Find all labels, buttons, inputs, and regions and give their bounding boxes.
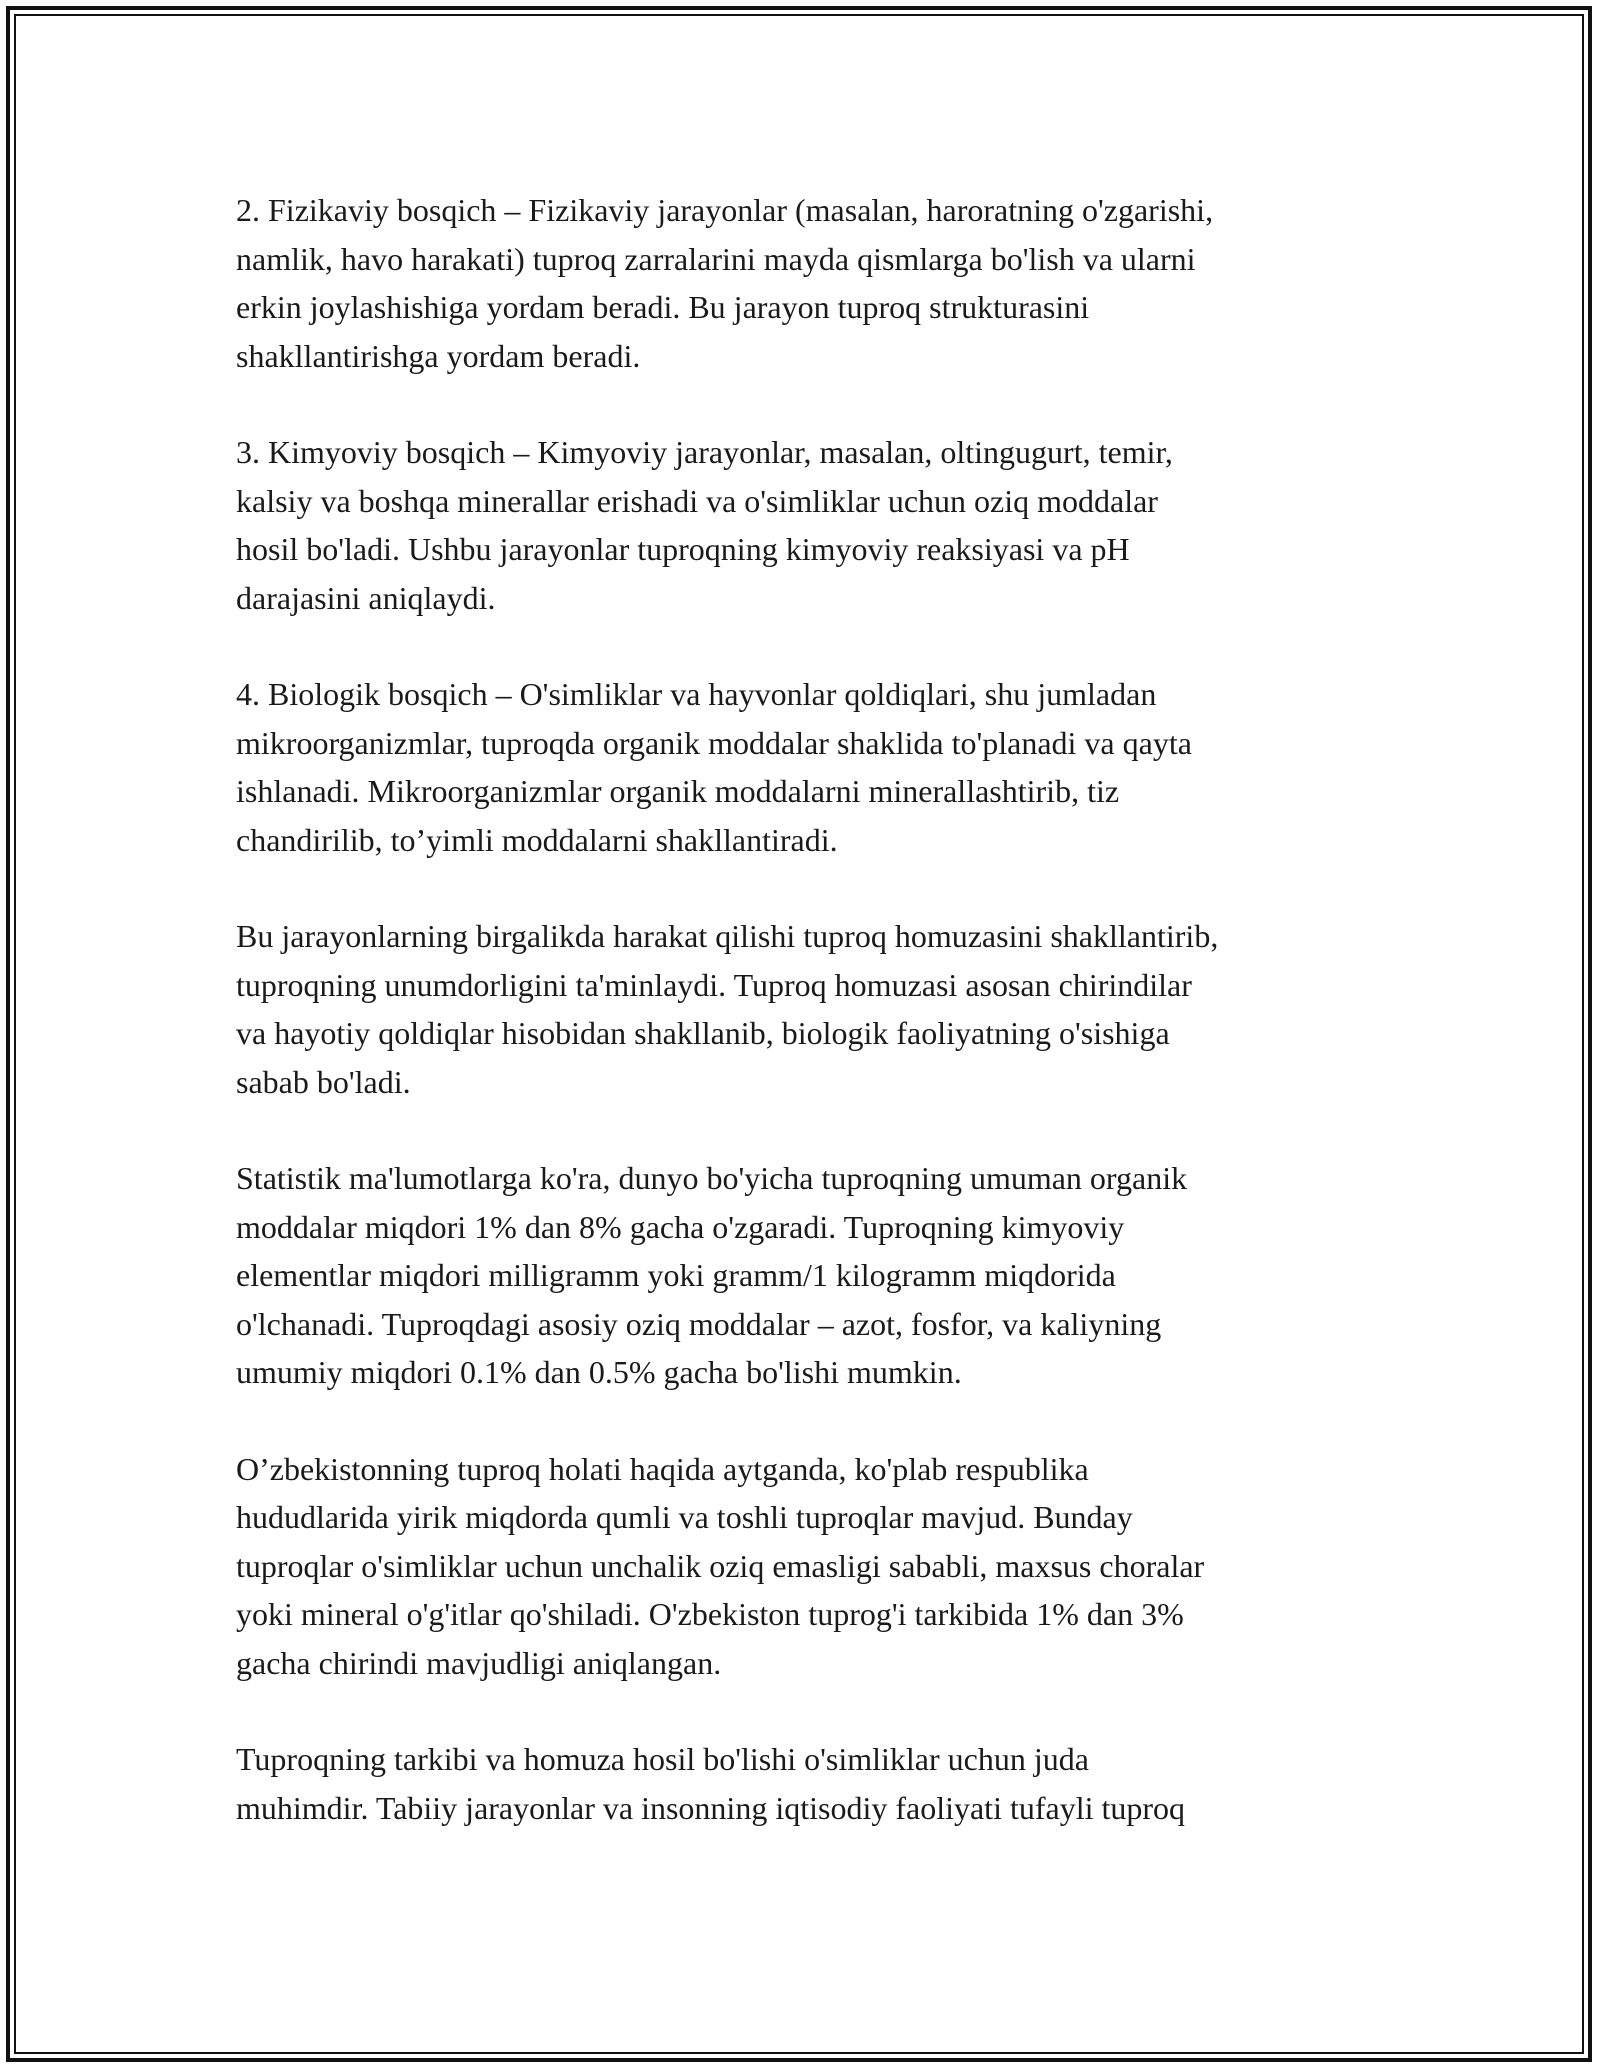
paragraph-physical-stage: 2. Fizikaviy bosqich – Fizikaviy jarayonlar (masalan, haroratning o'zgarishi, namlik, havo harakati) tuproq zarralarini mayda qismlarga bo'lish va ularni erkin joylashishiga yordam beradi. Bu jarayon tuproq strukturasini shakllantirishga yordam beradi. [236, 192, 1214, 374]
paragraph-biological-stage: 4. Biologik bosqich – O'simliklar va hayvonlar qoldiqlari, shu jumladan mikroorganizmlar, tuproqda organik moddalar shaklida to'planadi va qayta ishlanadi. Mikroorganizmlar organik moddalarni minerallashtirib, tiz chandirilib, to’yimli moddalarni shakllantiradi. [236, 676, 1192, 858]
paragraph-soil-importance: Tuproqning tarkibi va homuza hosil bo'lishi o'simliklar uchun juda muhimdir. Tabiiy jarayonlar va insonning iqtisodiy faoliyati tufayli tuproq [236, 1741, 1186, 1826]
paragraph-humus-formation: Bu jarayonlarning birgalikda harakat qilishi tuproq homuzasini shakllantirib, tuproqning unumdorligini ta'minlaydi. Tuproq homuzasi asosan chirindilar va hayotiy qoldiqlar hisobidan shakllanib, biologik faoliyatning o'sishiga sabab bo'ladi. [236, 918, 1219, 1100]
paragraph-chemical-stage: 3. Kimyoviy bosqich – Kimyoviy jarayonlar, masalan, oltingugurt, temir, kalsiy va boshqa minerallar erishadi va o'simliklar uchun oziq moddalar hosil bo'ladi. Ushbu jarayonlar tuproqning kimyoviy reaksiyasi va pH darajasini aniqlaydi. [236, 434, 1173, 616]
document-body [236, 186, 1386, 1880]
paragraph-uzbekistan-soil: O’zbekistonning tuproq holati haqida aytganda, ko'plab respublika hududlarida yirik miqdorda qumli va toshli tuproqlar mavjud. Bunday tuproqlar o'simliklar uchun unchalik oziq emasligi sababli, maxsus choralar yoki mineral o'g'itlar qo'shiladi. O'zbekiston tuprog'i tarkibida 1% dan 3% gacha chirindi mavjudligi aniqlangan. [236, 1450, 1205, 1681]
paragraph-statistics: Statistik ma'lumotlarga ko'ra, dunyo bo'yicha tuproqning umuman organik moddalar miqdori 1% dan 8% gacha o'zgaradi. Tuproqning kimyoviy elementlar miqdori milligramm yoki gramm/1 kilogramm miqdorida o'lchanadi. Tuproqdagi asosiy oziq moddalar – azot, fosfor, va kaliyning umumiy miqdori 0.1% dan 0.5% gacha bo'lishi mumkin. [236, 1160, 1188, 1390]
